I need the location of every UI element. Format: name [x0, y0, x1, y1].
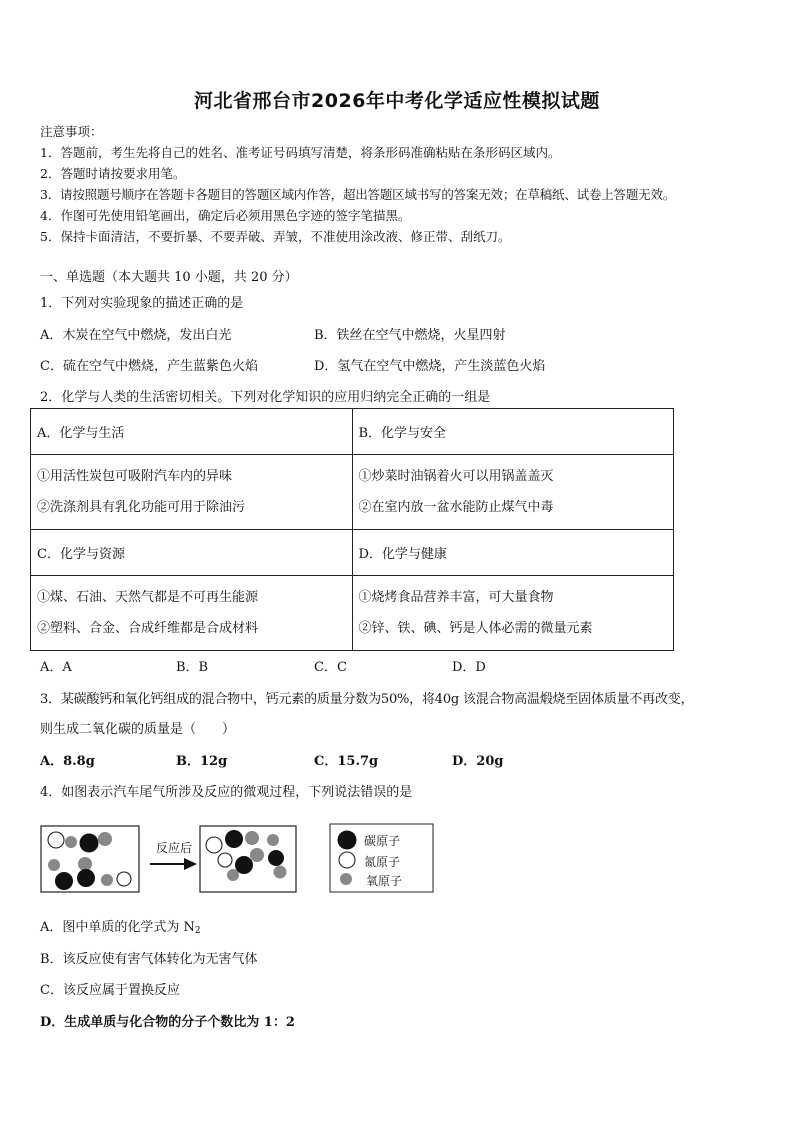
question-2-option-b: B．B	[176, 660, 209, 675]
question-3-option-c: C．15.7g	[314, 754, 379, 769]
notice-item-4: 4．作图可先使用铅笔画出，确定后必须用黑色字迹的签字笔描黑。	[40, 208, 411, 223]
table-line-d1: ①烧烤食品营养丰富，可大量食物	[358, 590, 554, 605]
legend-nitrogen-label: 氮原子	[364, 855, 401, 869]
question-2-option-d: D．D	[452, 660, 486, 675]
question-3-stem-line2: 则生成二氧化碳的质量是（ ）	[40, 722, 236, 737]
page-title: 河北省邢台市2026年中考化学适应性模拟试题	[194, 90, 600, 112]
table-line-b2: ②在室内放一盆水能防止煤气中毒	[358, 500, 554, 515]
notice-heading: 注意事项：	[40, 124, 103, 139]
table-cell-c-head: C．化学与资源	[31, 530, 353, 576]
notice-item-5: 5．保持卡面清洁，不要折暴、不要弄破、弄皱，不准使用涂改液、修正带、刮纸刀。	[40, 229, 511, 244]
question-1-stem: 1．下列对实验现象的描述正确的是	[40, 296, 244, 311]
question-4-stem: 4．如图表示汽车尾气所涉及反应的微观过程，下列说法错误的是	[40, 785, 413, 800]
section-heading: 一、单选题（本大题共 10 小题，共 20 分）	[40, 270, 298, 285]
question-1-option-b: B．铁丝在空气中燃烧，火星四射	[314, 328, 506, 343]
table-cell-a-body	[31, 455, 353, 530]
legend-carbon-label: 碳原子	[364, 834, 401, 848]
arrow-label: 反应后	[156, 841, 193, 855]
question-2-option-c: C．C	[314, 660, 347, 675]
question-1-option-d: D．氢气在空气中燃烧，产生淡蓝色火焰	[314, 359, 546, 374]
reaction-diagram	[40, 823, 440, 895]
question-4-option-d: D．生成单质与化合物的分子个数比为 1：2	[40, 1015, 295, 1030]
question-2-stem: 2．化学与人类的生活密切相关。下列对化学知识的应用归纳完全正确的一组是	[40, 390, 491, 405]
legend-nitrogen-swatch	[339, 852, 355, 868]
knowledge-table	[30, 408, 674, 651]
question-4-option-b: B．该反应使有害气体转化为无害气体	[40, 952, 258, 967]
question-4-option-a-text: A．图中单质的化学式为 N	[40, 920, 195, 935]
legend-oxygen-label: 氧原子	[366, 874, 403, 888]
question-3-option-d: D．20g	[452, 754, 504, 769]
notice-item-2: 2．答题时请按要求用笔。	[40, 166, 186, 181]
table-cell-d-head: D．化学与健康	[352, 530, 674, 576]
table-line-c1: ①煤、石油、天然气都是不可再生能源	[37, 590, 259, 605]
question-2-option-a: A．A	[40, 660, 72, 675]
question-3-option-a: A．8.8g	[40, 754, 95, 769]
question-3-stem-line1: 3．某碳酸钙和氧化钙组成的混合物中，钙元素的质量分数为50%，将40g 该混合物高温煅烧至固体质量不再改变，	[40, 692, 694, 707]
question-4-option-c: C．该反应属于置换反应	[40, 983, 180, 998]
question-4-option-a	[40, 916, 201, 936]
table-line-a2: ②洗涤剂具有乳化功能可用于除油污	[37, 500, 246, 515]
table-cell-d-body	[352, 576, 674, 651]
table-cell-b-head: B．化学与安全	[352, 409, 674, 455]
question-3-option-b: B．12g	[176, 754, 228, 769]
question-1-option-a: A．木炭在空气中燃烧，发出白光	[40, 328, 232, 343]
table-cell-c-body	[31, 576, 353, 651]
table-line-d2: ②锌、铁、碘、钙是人体必需的微量元素	[358, 621, 593, 636]
legend-oxygen-swatch	[340, 873, 352, 885]
notice-item-3: 3．请按照题号顺序在答题卡各题目的答题区域内作答，超出答题区域书写的答案无效；在草稿纸、试卷上答题无效。	[40, 187, 676, 202]
table-line-a1: ①用活性炭包可吸附汽车内的异味	[37, 469, 233, 484]
notice-item-1: 1．答题前，考生先将自己的姓名、准考证号码填写清楚，将条形码准确粘贴在条形码区域内。	[40, 145, 561, 160]
question-4-option-a-subscript: 2	[194, 926, 201, 936]
table-line-b1: ①炒菜时油锅着火可以用锅盖盖灭	[358, 469, 554, 484]
table-line-c2: ②塑料、合金、合成纤维都是合成材料	[37, 621, 259, 636]
table-cell-b-body	[352, 455, 674, 530]
reaction-arrow	[150, 858, 197, 870]
legend-carbon-swatch	[338, 831, 357, 850]
question-1-option-c: C．硫在空气中燃烧，产生蓝紫色火焰	[40, 359, 258, 374]
table-cell-a-head: A．化学与生活	[31, 409, 353, 455]
